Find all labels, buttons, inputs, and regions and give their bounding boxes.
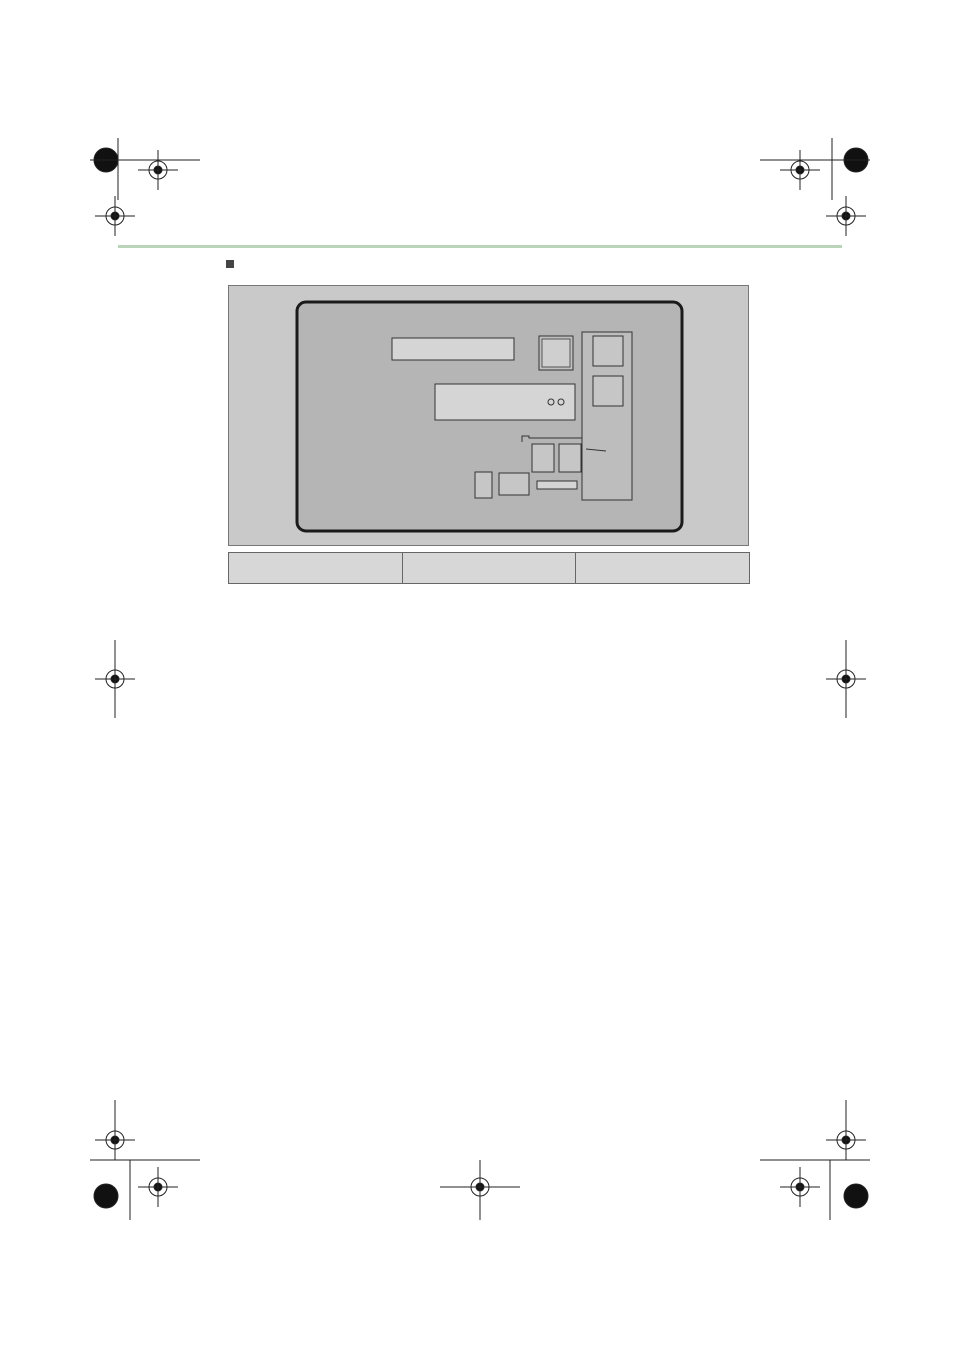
sub-heading — [226, 256, 242, 272]
table-header-row — [229, 553, 750, 584]
fuse-box-illustration — [229, 286, 750, 547]
square-bullet-icon — [226, 260, 234, 268]
header-fuse — [229, 553, 403, 584]
fuse-box-diagram — [228, 285, 749, 546]
header-ampere — [402, 553, 576, 584]
header-circuit — [576, 553, 750, 584]
fuse-table — [228, 552, 750, 584]
header-rule — [118, 245, 842, 248]
